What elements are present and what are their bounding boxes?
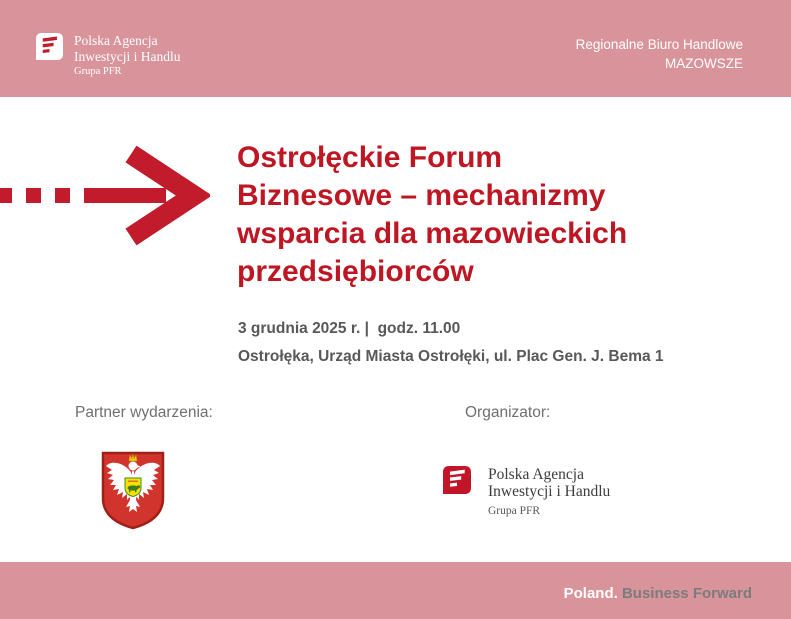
regional-office-block: [576, 36, 743, 73]
partner-label: Partner wydarzenia:: [75, 404, 213, 421]
organizer-label: Organizator:: [465, 404, 551, 421]
paih-wordmark: [74, 33, 180, 78]
event-title-line2: Biznesowe – mechanizmy: [237, 179, 606, 212]
event-title: [237, 139, 627, 291]
paih-flag-icon: [443, 466, 471, 494]
dashed-right-arrow-icon: [0, 146, 210, 246]
organizer-name-line1: Polska Agencja: [488, 466, 584, 483]
event-title-line3: wsparcia dla mazowieckich: [237, 217, 628, 250]
paih-logo-organizer: [443, 466, 610, 518]
paih-name-line2: Inwestycji i Handlu: [74, 48, 181, 64]
organizer-wordmark: [488, 466, 610, 518]
event-title-line1: Ostrołęckie Forum: [237, 141, 503, 174]
paih-name-line1: Polska Agencja: [74, 33, 158, 48]
organizer-name-line2: Inwestycji i Handlu: [488, 483, 611, 501]
event-title-line4: przedsiębiorców: [237, 255, 474, 288]
office-line1: Regionalne Biuro Handlowe: [575, 37, 743, 52]
header-bar: [0, 0, 791, 97]
event-date: 3 grudnia 2025 r. | godz. 11.00: [238, 320, 461, 337]
paih-flag-icon: [36, 33, 63, 60]
office-line2: MAZOWSZE: [665, 55, 743, 71]
footer-slogan-poland: Poland.: [563, 585, 618, 602]
ostroleka-coat-of-arms: [100, 450, 166, 530]
organizer-group-label: Grupa PFR: [488, 504, 541, 517]
paih-group-label: Grupa PFR: [74, 66, 122, 78]
footer-slogan-business-forward: Business Forward: [621, 585, 752, 602]
paih-logo-header: [36, 33, 180, 78]
event-location: Ostrołęka, Urząd Miasta Ostrołęki, ul. Plac Gen. J. Bema 1: [238, 348, 664, 365]
footer-slogan: [564, 585, 752, 602]
